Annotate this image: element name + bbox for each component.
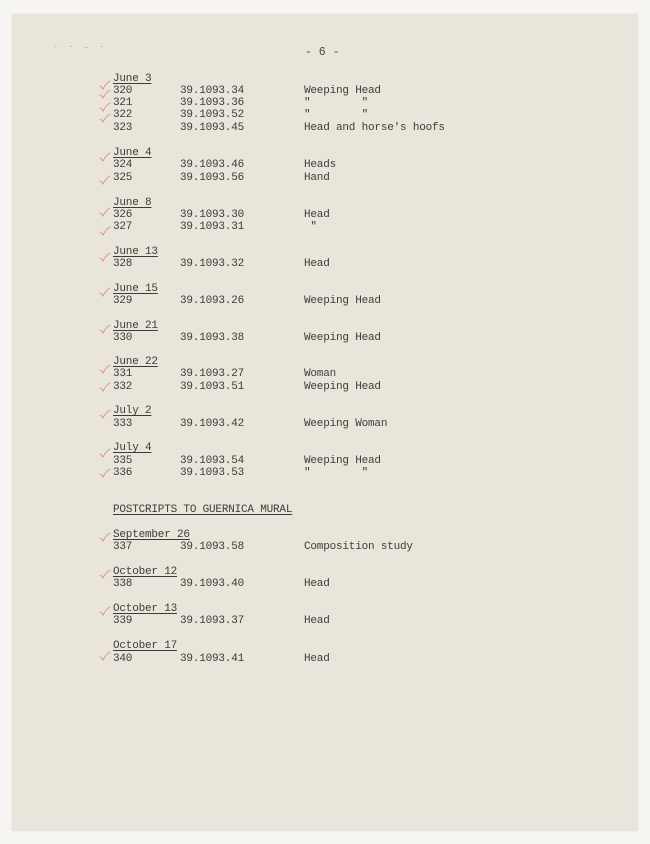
catalogue-number: 338 <box>113 578 133 590</box>
date-heading: October 12 <box>113 566 178 578</box>
accession-number: 39.1093.52 <box>180 109 245 121</box>
work-title: Head <box>304 653 330 665</box>
check-mark-icon <box>99 89 111 99</box>
date-heading: June 3 <box>113 73 152 85</box>
accession-number: 39.1093.37 <box>180 615 245 627</box>
accession-number: 39.1093.30 <box>180 209 245 221</box>
check-mark-icon <box>99 102 111 112</box>
work-title: Heads <box>304 159 337 171</box>
catalogue-number: 322 <box>113 109 133 121</box>
work-title: Woman <box>304 368 337 380</box>
catalogue-number: 323 <box>113 122 133 134</box>
accession-number: 39.1093.41 <box>180 653 245 665</box>
catalogue-number: 336 <box>113 467 133 479</box>
check-mark-icon <box>99 448 111 458</box>
work-title: Weeping Woman <box>304 418 388 430</box>
accession-number: 39.1093.36 <box>180 97 245 109</box>
accession-number: 39.1093.56 <box>180 172 245 184</box>
work-title: Composition study <box>304 541 413 553</box>
check-mark-icon <box>99 569 111 579</box>
check-mark-icon <box>99 532 111 542</box>
check-mark-icon <box>99 468 111 478</box>
check-mark-icon <box>99 287 111 297</box>
check-mark-icon <box>99 409 111 419</box>
check-mark-icon <box>99 207 111 217</box>
catalogue-number: 324 <box>113 159 133 171</box>
accession-number: 39.1093.42 <box>180 418 245 430</box>
catalogue-number: 325 <box>113 172 133 184</box>
catalogue-number: 320 <box>113 85 133 97</box>
catalogue-number: 330 <box>113 332 133 344</box>
work-title: Weeping Head <box>304 455 381 467</box>
work-title: Weeping Head <box>304 381 381 393</box>
catalogue-number: 340 <box>113 653 133 665</box>
check-mark-icon <box>99 152 111 162</box>
work-title: Head and horse's hoofs <box>304 122 445 134</box>
date-heading: June 15 <box>113 283 158 295</box>
accession-number: 39.1093.46 <box>180 159 245 171</box>
check-mark-icon <box>99 651 111 661</box>
catalogue-number: 331 <box>113 368 133 380</box>
catalogue-number: 327 <box>113 221 133 233</box>
accession-number: 39.1093.58 <box>180 541 245 553</box>
accession-number: 39.1093.26 <box>180 295 245 307</box>
date-heading: October 17 <box>113 640 178 652</box>
accession-number: 39.1093.34 <box>180 85 245 97</box>
accession-number: 39.1093.54 <box>180 455 245 467</box>
catalogue-number: 329 <box>113 295 133 307</box>
date-heading: June 4 <box>113 147 152 159</box>
section-heading-postscripts: POSTCRIPTS TO GUERNICA MURAL <box>113 504 293 516</box>
date-heading: September 26 <box>113 529 190 541</box>
accession-number: 39.1093.31 <box>180 221 245 233</box>
date-heading: July 4 <box>113 442 152 454</box>
accession-number: 39.1093.53 <box>180 467 245 479</box>
check-mark-icon <box>99 252 111 262</box>
accession-number: 39.1093.32 <box>180 258 245 270</box>
accession-number: 39.1093.51 <box>180 381 245 393</box>
work-title: Weeping Head <box>304 332 381 344</box>
page-number: - 6 - <box>305 46 340 59</box>
accession-number: 39.1093.45 <box>180 122 245 134</box>
work-title: Weeping Head <box>304 85 381 97</box>
work-title: " " <box>304 109 369 121</box>
catalogue-number: 321 <box>113 97 133 109</box>
check-mark-icon <box>99 226 111 236</box>
accession-number: 39.1093.27 <box>180 368 245 380</box>
date-heading: June 22 <box>113 356 158 368</box>
check-mark-icon <box>99 175 111 185</box>
work-title: Head <box>304 258 330 270</box>
accession-number: 39.1093.40 <box>180 578 245 590</box>
catalogue-number: 326 <box>113 209 133 221</box>
work-title: Head <box>304 578 330 590</box>
work-title: " " <box>304 97 369 109</box>
check-mark-icon <box>99 382 111 392</box>
date-heading: July 2 <box>113 405 152 417</box>
catalogue-number: 332 <box>113 381 133 393</box>
corner-marks: . . _ . <box>54 42 108 49</box>
work-title: Head <box>304 615 330 627</box>
work-title: Hand <box>304 172 330 184</box>
work-title: " <box>304 221 317 233</box>
work-title: Weeping Head <box>304 295 381 307</box>
catalogue-number: 337 <box>113 541 133 553</box>
catalogue-number: 335 <box>113 455 133 467</box>
check-mark-icon <box>99 113 111 123</box>
check-mark-icon <box>99 324 111 334</box>
date-heading: June 21 <box>113 320 158 332</box>
work-title: " " <box>304 467 369 479</box>
check-mark-icon <box>99 606 111 616</box>
catalogue-number: 333 <box>113 418 133 430</box>
work-title: Head <box>304 209 330 221</box>
date-heading: June 8 <box>113 197 152 209</box>
date-heading: June 13 <box>113 246 158 258</box>
date-heading: October 13 <box>113 603 178 615</box>
check-mark-icon <box>99 364 111 374</box>
catalogue-number: 328 <box>113 258 133 270</box>
accession-number: 39.1093.38 <box>180 332 245 344</box>
catalogue-number: 339 <box>113 615 133 627</box>
